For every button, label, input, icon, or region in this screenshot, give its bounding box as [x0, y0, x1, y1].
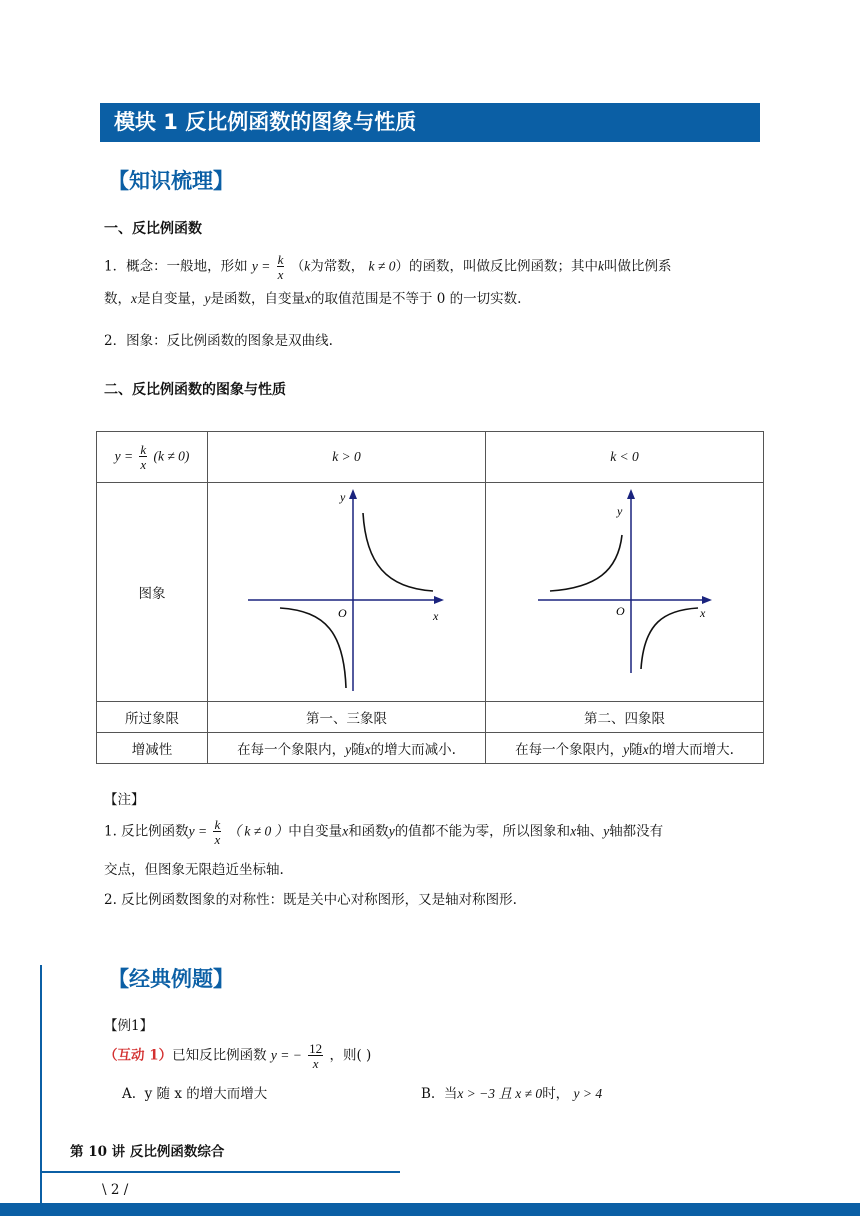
hyperbola-branch-q1: [363, 513, 433, 591]
section-2-title: 二、反比例函数的图象与性质: [104, 382, 286, 398]
module-title-banner: 模块 1 反比例函数的图象与性质: [100, 103, 760, 142]
hyperbola-branch-q2: [550, 535, 622, 591]
table-monotonic-row: [97, 733, 764, 764]
concept-paragraph: 1．概念：一般地，形如 y = $\frac{k}{x}$ （k为常数， k ≠ 0）的函数，叫做反比例函数；其中k叫做比例系: [104, 252, 672, 282]
bottom-accent-bar: [0, 1203, 860, 1216]
x-axis-label: x: [433, 609, 439, 623]
monotonic-positive: 在每一个象限内，y随x的增大而减小.: [208, 733, 486, 764]
header-formula-cell: y = $\frac{k}{x}$ (k ≠ 0): [97, 432, 208, 483]
y-axis-label: y: [617, 504, 623, 518]
quadrant-positive: 第一、三象限: [208, 702, 486, 733]
x-axis-label: x: [700, 606, 706, 620]
header-k-negative: k < 0: [486, 432, 764, 483]
examples-heading: 【经典例题】: [108, 967, 234, 991]
hyperbola-branch-q4: [641, 608, 698, 669]
graph-definition: 2．图象：反比例函数的图象是双曲线.: [104, 333, 333, 349]
properties-table: [96, 431, 764, 764]
graph-cell-positive: [208, 483, 486, 702]
header-k-positive: k > 0: [208, 432, 486, 483]
note-1-line2: 交点，但图象无限趋近坐标轴.: [104, 862, 284, 878]
hyperbola-branch-q3: [280, 608, 346, 688]
concept-paragraph-line2: 数，x是自变量，y是函数，自变量x的取值范围是不等于 0 的一切实数.: [104, 291, 522, 307]
note-title: 【注】: [104, 792, 145, 808]
row-label-image: 图象: [97, 483, 208, 702]
section-1-title: 一、反比例函数: [104, 221, 202, 237]
table-image-row: [97, 483, 764, 702]
row-label-quadrant: 所过象限: [97, 702, 208, 733]
footer-lecture-title: 第 10 讲 反比例函数综合: [70, 1144, 225, 1160]
table-quadrant-row: [97, 702, 764, 733]
quadrant-negative: 第二、四象限: [486, 702, 764, 733]
y-axis-label: y: [340, 490, 346, 504]
graph-k-negative: [486, 483, 763, 701]
x-axis-arrow: [434, 596, 444, 604]
y-axis-arrow: [349, 489, 357, 499]
y-axis-arrow: [627, 489, 635, 499]
note-2: 2. 反比例函数图象的对称性：既是关中心对称图形，又是轴对称图形.: [104, 892, 517, 908]
interactive-tag: （互动 1）: [104, 1047, 173, 1064]
origin-label: O: [616, 604, 625, 618]
graph-cell-negative: [486, 483, 764, 702]
page-number: \ 2 /: [102, 1182, 129, 1198]
knowledge-heading: 【知识梳理】: [108, 169, 234, 193]
table-header-row: [97, 432, 764, 483]
example-stem: （互动 1）已知反比例函数 y = − $\frac{12}{x}$ ，则( ): [104, 1041, 372, 1071]
footer-horizontal-rule: [40, 1171, 400, 1173]
example-label: 【例1】: [104, 1018, 154, 1034]
row-label-monotonic: 增减性: [97, 733, 208, 764]
x-axis-arrow: [702, 596, 712, 604]
graph-k-positive: [208, 483, 485, 701]
monotonic-negative: 在每一个象限内，y随x的增大而增大.: [486, 733, 764, 764]
option-b[interactable]: B. 当x > −3 且 x ≠ 0时， y > 4: [421, 1086, 603, 1102]
concept-fraction: $\frac{k}{x}$: [277, 252, 284, 282]
option-a[interactable]: A. y 随 x 的增大而增大: [122, 1086, 268, 1102]
note-1: 1. 反比例函数y = $\frac{k}{x}$ （ k ≠ 0 ）中自变量x和函数y的值都不能为零，所以图象和x轴、y轴都没有: [104, 817, 664, 847]
origin-label: O: [338, 606, 347, 620]
